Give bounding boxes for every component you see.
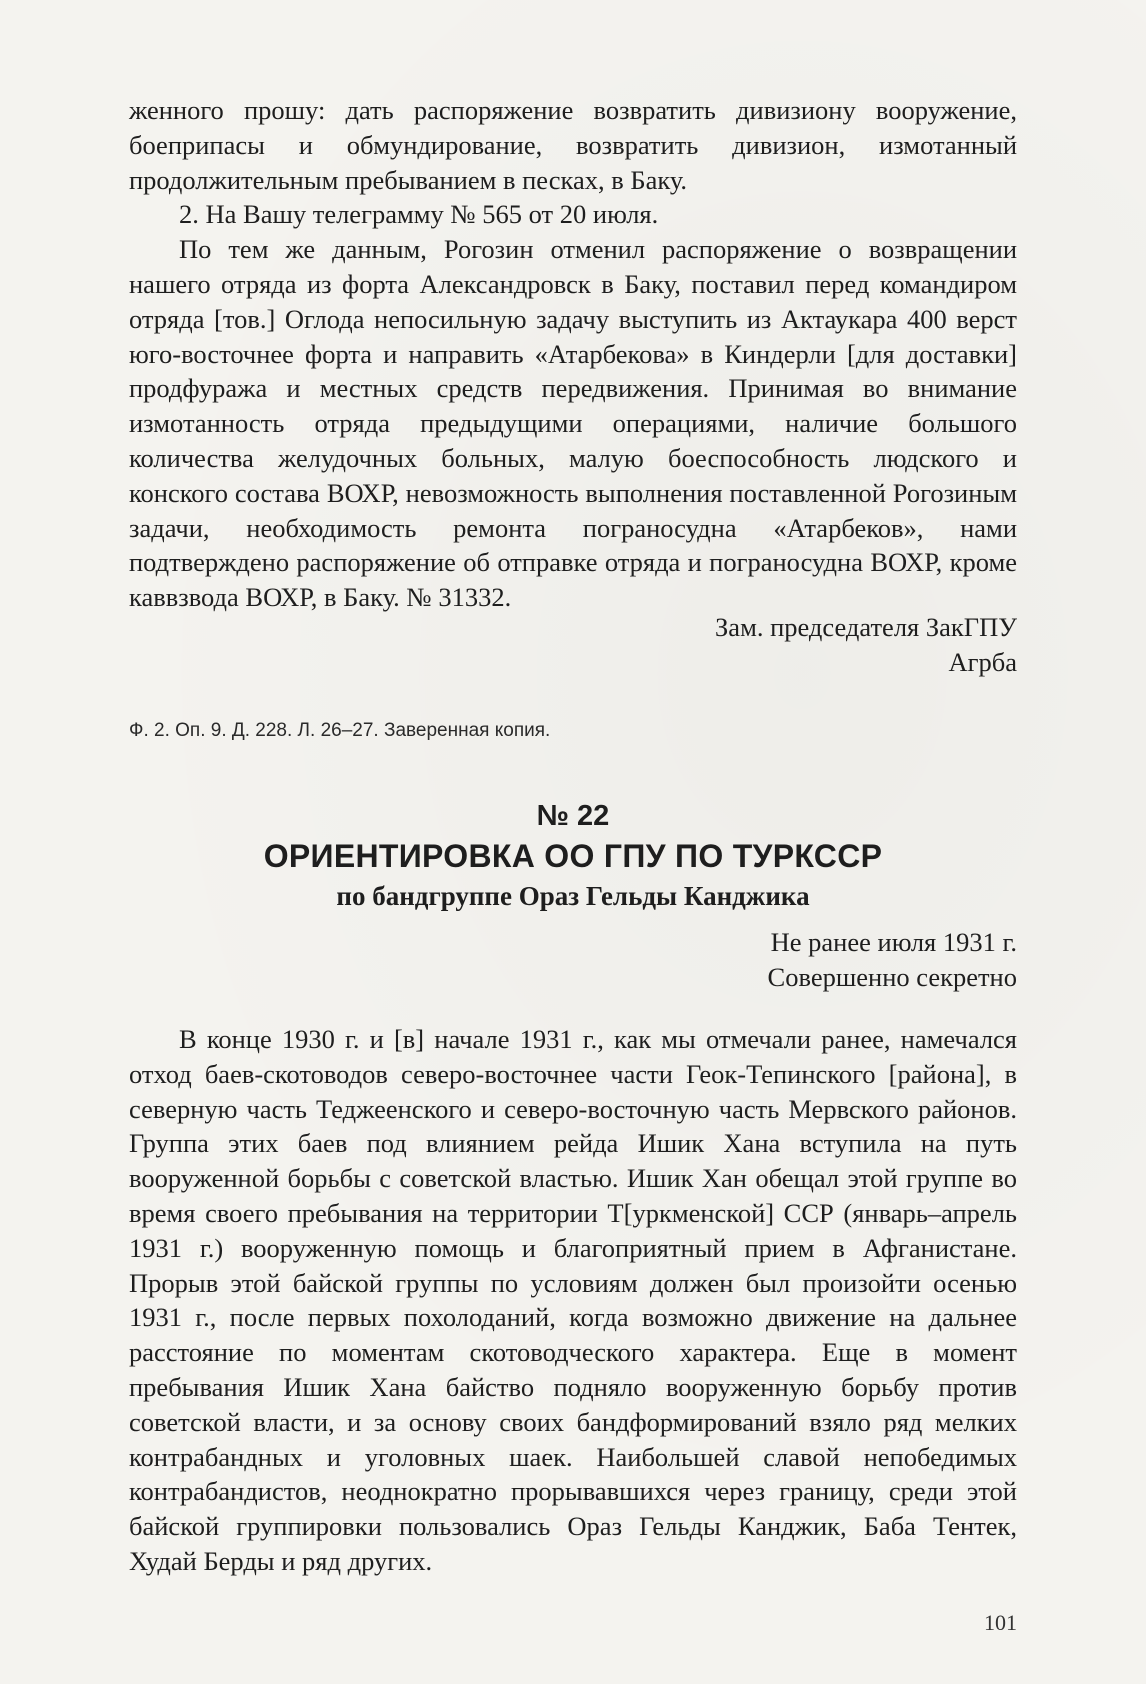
paragraph: По тем же данным, Рогозин отменил распоряжение о возвращении нашего отряда из форта Александровск в Баку, поставил перед командиром отряда [тов.] Оглода непосильную задачу выступить из Актаукара 400 верст юго-восточнее форта и направить «Атарбекова» в Киндерли [для доставки] продфуража и местных средств передвижения. Принимая во внимание измотанность отряда предыдущими операциями, наличие большого количества желудочных больных, малую боеспособность людского и конского состава ВОХР, невозможность выполнения поставленной Рогозиным задачи, необходимость ремонта пограносудна «Атарбеков», нами подтверждено распоряжение об отправке отряда и пограносудна ВОХР, кроме каввзвода ВОХР, в Баку. № 31332. [129,234,1017,613]
document-classification: Совершенно секретно [767,961,1017,992]
paragraph: 2. На Вашу телеграмму № 565 от 20 июля. [179,199,659,230]
document-subtitle: по бандгруппе Ораз Гельды Канджика [336,881,810,911]
document-number: № 22 [536,800,610,832]
document-dating [768,925,1017,995]
signatory-position: Зам. председателя ЗакГПУ [715,612,1017,642]
paragraph: женного прошу: дать распоряжение возвратить дивизиону вооружение, боеприпасы и обмундирование, возвратить дивизион, измотанный продолжительным пребыванием в песках, в Баку. [129,95,1017,195]
archive-reference: Ф. 2. Оп. 9. Д. 228. Л. 26–27. Заверенная копия. [129,720,551,741]
document-body [129,1022,1017,1579]
document-title: ОРИЕНТИРОВКА ОО ГПУ ПО ТУРКССР [263,838,883,874]
signature-block [715,610,1017,680]
page-number: 101 [984,1610,1017,1635]
signatory-name: Агрба [948,646,1017,677]
continued-text [129,93,1017,615]
document-date: Не ранее июля 1931 г. [770,927,1017,957]
paragraph: В конце 1930 г. и [в] начале 1931 г., как мы отмечали ранее, намечался отход баев-скотоводов северо-восточнее части Геок-Тепинского [района], в северную часть Теджеенского и северо-восточную часть Мервского районов. Группа этих баев под влиянием рейда Ишик Хана вступила на путь вооруженной борьбы с советской властью. Ишик Хан обещал этой группе во время своего пребывания на территории Т[уркменской] ССР (январь–апрель 1931 г.) вооруженную помощь и благоприятный прием в Афганистане. Прорыв этой байской группы по условиям должен был произойти осенью 1931 г., после первых похолоданий, когда возможно движение на дальнее расстояние по моментам скотоводческого характера. Еще в момент пребывания Ишик Хана байство подняло вооруженную борьбу против советской власти, и за основу своих бандформирований взяло ряд мелких контрабандных и уголовных шаек. Наибольшей славой непобедимых контрабандистов, неоднократно прорывавшихся через границу, среди этой байской группировки пользовались Ораз Гельды Канджик, Баба Тентек, Худай Берды и ряд других. [129,1024,1017,1576]
